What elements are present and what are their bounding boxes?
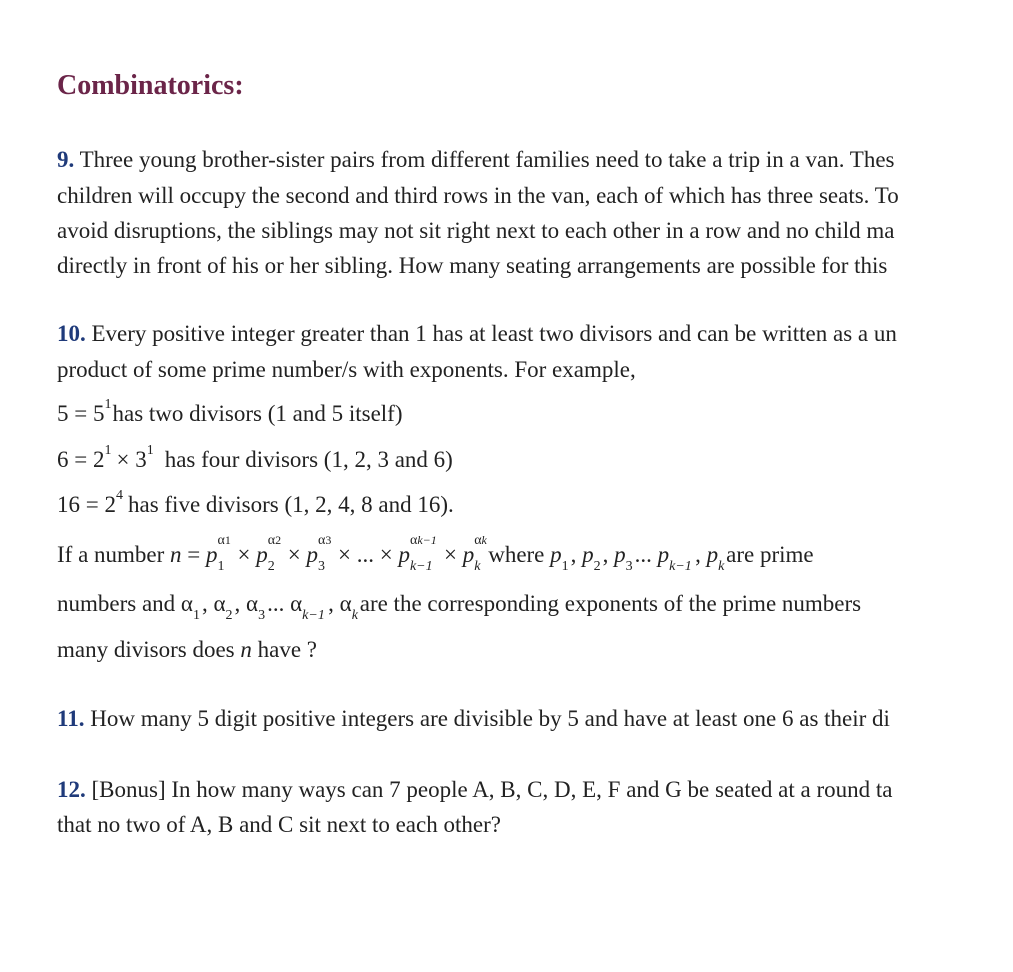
exponents-rest: are the corresponding exponents of the prime numbers [359,591,862,616]
ex1-text: has two divisors (1 and 5 itself) [112,401,403,426]
formula-a1-sub: 1 [224,533,231,547]
ex3-lhs: 16 = 2 [57,492,116,517]
formula-pk1: p [398,542,410,567]
formula-ak1-sub: k−1 [417,533,437,547]
q10-example-1: 5 = 51has two divisors (1 and 5 itself) [57,397,403,426]
formula-pk1-sub-text: k−1 [409,559,433,574]
q10-line-2: product of some prime number/s with exponents. For example, [57,357,636,382]
formula-are-prime: are prime [726,542,814,567]
section-heading: Combinatorics: [57,70,244,101]
list-p1: p [550,542,562,567]
formula-ak1-symbol: α [409,533,418,548]
q11-text: How many 5 digit positive integers are divisible by 5 and have at least one 6 as their di [90,706,890,731]
list-ellipsis: ... [634,542,652,567]
formula-ak-sub: k [481,533,487,547]
q9-line-2: children will occupy the second and third rows in the van, each of which has three seats. To [57,183,899,208]
q10-exponents-line: numbers and α1, α2, α3... αk−1 , αkare the corresponding exponents of the prime numbers [57,591,862,623]
formula-times-1: × [237,542,251,567]
ex2-lhs: 6 = 2 [57,447,105,472]
ex3-text: has five divisors (1, 2, 4, 8 and 16). [127,492,454,517]
formula-p1: p [206,542,218,567]
list-ak: α [339,591,352,616]
formula-times-5: × [443,542,457,567]
q10-line-1 [57,320,897,348]
last-line-start: many divisors does [57,637,235,662]
formula-a3-sub: 3 [325,533,332,547]
q10-formula-line: If a number n = p1α1× p2α2× p3α3× ... × pk−1αk−1× pkαkwhere p1, p2, p3... pk−1 , pkare prime [57,533,814,574]
formula-a2-symbol: α [267,533,276,548]
q9-line-1 [57,146,895,174]
list-pk: p [706,542,719,567]
formula-n: n [170,542,182,567]
last-line-end: have ? [257,637,317,662]
q9-line-4: directly in front of his or her sibling. How many seating arrangements are possible for this [57,253,888,278]
q9-number: 9. [57,147,75,172]
formula-times-4: × [379,542,393,567]
q12-text-1: [Bonus] In how many ways can 7 people A, B, C, D, E, F and G be seated at a round ta [91,777,893,802]
list-a3: α [246,591,259,616]
list-ak-sub-text: k [351,608,358,623]
formula-intro: If a number [57,542,165,567]
list-p3: p [614,542,626,567]
formula-a2-sub: 2 [275,533,282,547]
formula-p2: p [256,542,268,567]
list-ak1-sub-text: k−1 [302,608,325,623]
list-ak1: α [290,591,303,616]
q12-line-2: that no two of A, B and C sit next to each other? [57,812,501,837]
formula-pk-sub-text: k [474,559,481,574]
formula-ellipsis: ... [356,542,374,567]
formula-where: where [488,542,545,567]
formula-pk: p [462,542,475,567]
q10-text-1: Every positive integer greater than 1 has at least two divisors and can be written as a un [91,321,897,346]
ex2-text: has four divisors (1, 2, 3 and 6) [164,447,453,472]
q11-line [57,705,890,733]
q11-number: 11. [57,706,85,731]
ex1-lhs: 5 = 5 [57,401,105,426]
list-a1: α [180,591,193,616]
q12-line-1 [57,776,893,804]
formula-p3: p [306,542,318,567]
list-p2: p [582,542,594,567]
q10-example-3: 16 = 24 has five divisors (1, 2, 4, 8 and 16). [57,488,454,517]
q9-text-1: Three young brother-sister pairs from different families need to take a trip in a van. Thes [79,147,895,172]
formula-a3-symbol: α [318,533,326,548]
exponents-start: numbers and [57,591,176,616]
formula-a1-symbol: α [217,533,225,548]
formula-times-2: × [287,542,301,567]
formula-ak-symbol: α [474,533,482,548]
list-pk-sub-text: k [718,559,725,574]
list-a2: α [213,591,226,616]
list-pk1-sub-text: k−1 [669,559,692,574]
q10-example-2: 6 = 21 × 31 has four divisors (1, 2, 3 and 6) [57,443,453,472]
q10-last-line [57,636,317,664]
ex2-mid: × 3 [116,447,147,472]
last-line-n: n [240,637,252,662]
formula-times-3: × [338,542,351,567]
q12-number: 12. [57,777,86,802]
q9-line-3: avoid disruptions, the siblings may not sit right next to each other in a row and no child ma [57,218,895,243]
q10-number: 10. [57,321,86,346]
list-pk1: p [657,542,670,567]
formula-equals: = [187,542,201,567]
list-a-ellipsis: ... [267,591,285,616]
